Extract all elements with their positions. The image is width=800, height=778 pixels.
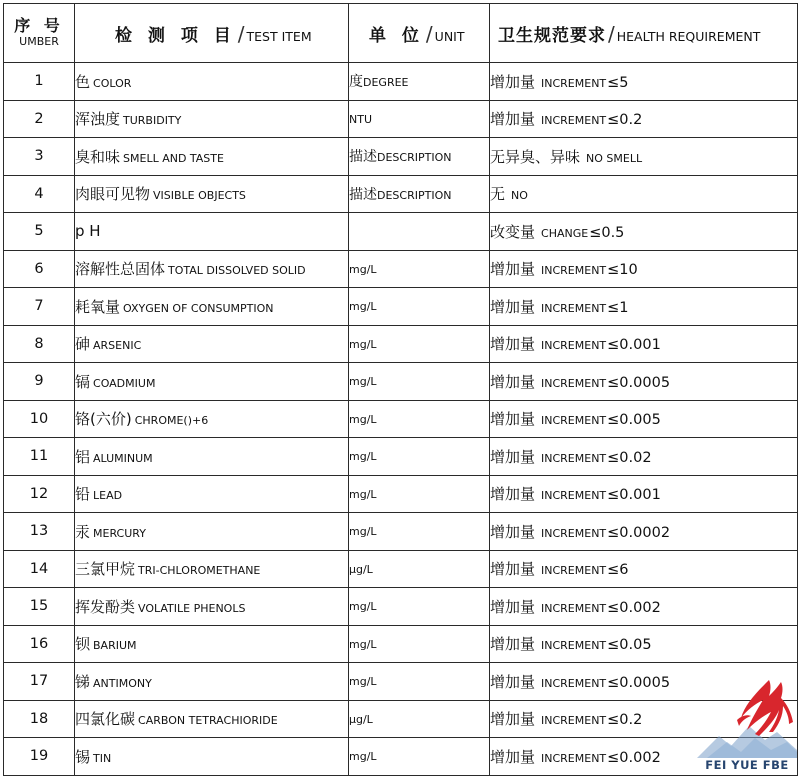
test-item-en: CARBON TETRACHIORIDE: [138, 714, 278, 728]
row-number-value: 19: [29, 748, 49, 765]
test-item-zh: 三氯甲烷: [75, 560, 136, 579]
requirement-zh: 增加量: [490, 335, 536, 354]
unit-cell: [349, 700, 490, 738]
requirement-en: INCREMENT: [541, 601, 607, 615]
requirement-cell: [490, 475, 798, 513]
table-row: [4, 475, 798, 513]
row-number-value: 18: [29, 710, 49, 727]
test-item-zh: 镉: [75, 372, 91, 391]
row-number: [4, 100, 75, 138]
row-number: [4, 475, 75, 513]
requirement-zh: 增加量: [490, 485, 536, 504]
requirement-en: INCREMENT: [541, 526, 607, 540]
requirement-en: INCREMENT: [541, 339, 607, 353]
requirement-limit: ≤1: [607, 299, 629, 316]
requirement-limit: ≤0.005: [607, 412, 661, 429]
row-number-value: 7: [34, 298, 44, 315]
brand-logo: [697, 676, 797, 774]
requirement-en: INCREMENT: [541, 76, 607, 90]
test-item-cell: [75, 363, 349, 401]
test-item-zh: 四氯化碳: [75, 710, 136, 729]
requirement-limit: ≤0.02: [607, 449, 652, 466]
table-row: [4, 325, 798, 363]
test-item-cell: [75, 325, 349, 363]
row-number-value: 16: [29, 635, 49, 652]
unit-cell: [349, 250, 490, 288]
header-requirement-en: HEALTH REQUIREMENT: [616, 28, 761, 44]
test-item-cell: [75, 700, 349, 738]
requirement-zh: 增加量: [490, 635, 536, 654]
unit-cell: [349, 588, 490, 626]
row-number: [4, 550, 75, 588]
unit-cell: [349, 363, 490, 401]
unit-en: mg/L: [349, 525, 377, 539]
test-item-cell: [75, 738, 349, 776]
requirement-en: INCREMENT: [541, 114, 607, 128]
unit-cell: [349, 550, 490, 588]
test-item-en: TIN: [93, 751, 112, 765]
test-item-cell: [75, 213, 349, 251]
table-row: [4, 63, 798, 101]
unit-cell: [349, 663, 490, 701]
requirement-cell: [490, 138, 798, 176]
table-row: [4, 288, 798, 326]
test-item-cell: [75, 288, 349, 326]
test-item-zh: 锑: [75, 672, 91, 691]
table-row: [4, 438, 798, 476]
requirement-en: INCREMENT: [541, 564, 607, 578]
requirement-limit: ≤0.0005: [607, 374, 671, 391]
table-body: [4, 63, 798, 776]
requirement-limit: ≤0.001: [607, 487, 661, 504]
unit-en: mg/L: [349, 337, 377, 351]
test-item-zh: 汞: [75, 522, 91, 541]
requirement-cell: [490, 63, 798, 101]
requirement-cell: [490, 363, 798, 401]
row-number-value: 1: [34, 73, 44, 90]
requirement-en: INCREMENT: [541, 751, 607, 765]
test-item-en: TRI-CHLOROMETHANE: [138, 564, 261, 578]
row-number: [4, 738, 75, 776]
requirement-limit: ≤6: [607, 562, 629, 579]
table-row: [4, 175, 798, 213]
header-separator: /: [608, 21, 615, 46]
requirement-en: NO: [511, 189, 528, 203]
row-number-value: 13: [29, 523, 49, 540]
requirement-zh: 增加量: [490, 110, 536, 129]
row-number-value: 14: [29, 560, 49, 577]
header-health-requirement: [490, 4, 798, 63]
test-item-zh: 挥发酚类: [75, 597, 136, 616]
row-number-value: 6: [34, 260, 44, 277]
row-number-value: 11: [29, 448, 49, 465]
requirement-zh: 增加量: [490, 747, 536, 766]
row-number: [4, 625, 75, 663]
row-number-value: 12: [29, 485, 49, 502]
requirement-en: INCREMENT: [541, 639, 607, 653]
header-number-zh: 序 号: [14, 16, 64, 36]
unit-en: mg/L: [349, 487, 377, 501]
unit-cell: [349, 513, 490, 551]
requirement-cell: [490, 513, 798, 551]
requirement-limit: ≤0.0002: [607, 524, 671, 541]
unit-zh: 描述: [349, 186, 377, 203]
unit-cell: [349, 400, 490, 438]
unit-en: μg/L: [349, 562, 373, 576]
requirement-limit: ≤0.001: [607, 337, 661, 354]
requirement-zh: 无: [490, 185, 506, 204]
unit-en: DESCRIPTION: [377, 188, 452, 202]
requirement-cell: [490, 288, 798, 326]
test-item-en: COADMIUM: [93, 376, 156, 390]
row-number: [4, 513, 75, 551]
row-number: [4, 663, 75, 701]
unit-cell: [349, 325, 490, 363]
test-item-en: LEAD: [93, 489, 123, 503]
unit-zh: 度: [349, 74, 363, 91]
unit-cell: [349, 138, 490, 176]
unit-cell: [349, 288, 490, 326]
health-requirement-table: [3, 3, 798, 776]
test-item-zh: 铬(六价): [75, 410, 132, 429]
requirement-zh: 无异臭、异味: [490, 147, 581, 166]
unit-zh: 描述: [349, 149, 377, 166]
test-item-zh: p H: [75, 222, 101, 241]
requirement-cell: [490, 325, 798, 363]
unit-en: mg/L: [349, 750, 377, 764]
table-row: [4, 138, 798, 176]
requirement-zh: 增加量: [490, 597, 536, 616]
requirement-en: INCREMENT: [541, 714, 607, 728]
test-item-cell: [75, 550, 349, 588]
row-number: [4, 250, 75, 288]
row-number: [4, 700, 75, 738]
unit-en: mg/L: [349, 412, 377, 426]
test-item-en: ANTIMONY: [93, 676, 152, 690]
row-number: [4, 213, 75, 251]
brand-logo-text: FEI YUE FBE: [705, 758, 789, 772]
requirement-limit: ≤0.2: [607, 712, 643, 729]
row-number-value: 4: [34, 185, 44, 202]
test-item-en: VOLATILE PHENOLS: [138, 601, 246, 615]
test-item-cell: [75, 100, 349, 138]
unit-cell: [349, 738, 490, 776]
header-requirement-zh: 卫生规范要求: [498, 25, 606, 46]
requirement-cell: [490, 213, 798, 251]
header-number: [4, 4, 75, 63]
requirement-cell: [490, 250, 798, 288]
row-number: [4, 588, 75, 626]
test-item-en: TOTAL DISSOLVED SOLID: [168, 264, 306, 278]
requirement-zh: 增加量: [490, 410, 536, 429]
unit-cell: [349, 625, 490, 663]
unit-en: DEGREE: [363, 76, 409, 90]
test-item-en: COLOR: [93, 76, 132, 90]
test-item-cell: [75, 63, 349, 101]
row-number-value: 9: [34, 373, 44, 390]
table-header-row: [4, 4, 798, 63]
requirement-en: INCREMENT: [541, 414, 607, 428]
row-number-value: 17: [29, 673, 49, 690]
requirement-zh: 增加量: [490, 372, 536, 391]
test-item-zh: 铅: [75, 485, 91, 504]
test-item-zh: 耗氧量: [75, 297, 121, 316]
test-item-cell: [75, 663, 349, 701]
table-row: [4, 400, 798, 438]
test-item-zh: 钡: [75, 635, 91, 654]
unit-cell: [349, 175, 490, 213]
row-number-value: 8: [34, 335, 44, 352]
requirement-limit: ≤0.0005: [607, 674, 671, 691]
requirement-limit: ≤0.05: [607, 637, 652, 654]
test-item-cell: [75, 438, 349, 476]
test-item-zh: 铝: [75, 447, 91, 466]
table-row: [4, 625, 798, 663]
requirement-en: INCREMENT: [541, 264, 607, 278]
row-number: [4, 63, 75, 101]
requirement-cell: [490, 175, 798, 213]
requirement-zh: 增加量: [490, 710, 536, 729]
test-item-cell: [75, 138, 349, 176]
row-number-value: 5: [34, 223, 44, 240]
test-item-en: TURBIDITY: [123, 114, 182, 128]
test-item-cell: [75, 400, 349, 438]
requirement-en: INCREMENT: [541, 451, 607, 465]
requirement-en: INCREMENT: [541, 376, 607, 390]
row-number-value: 3: [34, 148, 44, 165]
test-item-en: ARSENIC: [93, 339, 142, 353]
row-number-value: 15: [29, 598, 49, 615]
requirement-limit: ≤0.002: [607, 599, 661, 616]
requirement-zh: 增加量: [490, 72, 536, 91]
unit-en: mg/L: [349, 675, 377, 689]
row-number: [4, 175, 75, 213]
requirement-limit: ≤0.002: [607, 749, 661, 766]
test-item-cell: [75, 513, 349, 551]
test-item-en: BARIUM: [93, 639, 137, 653]
requirement-cell: [490, 100, 798, 138]
test-item-cell: [75, 588, 349, 626]
row-number: [4, 138, 75, 176]
requirement-limit: ≤10: [607, 262, 638, 279]
unit-en: mg/L: [349, 600, 377, 614]
unit-cell: [349, 100, 490, 138]
row-number-value: 10: [29, 410, 49, 427]
header-test-item-en: TEST ITEM: [246, 28, 312, 44]
header-unit-zh: 单 位: [369, 25, 424, 46]
test-item-zh: 臭和味: [75, 147, 121, 166]
row-number: [4, 363, 75, 401]
test-item-zh: 色: [75, 72, 91, 91]
requirement-cell: [490, 400, 798, 438]
unit-en: mg/L: [349, 375, 377, 389]
requirement-cell: [490, 438, 798, 476]
requirement-cell: [490, 550, 798, 588]
table-row: [4, 663, 798, 701]
test-item-en: OXYGEN OF CONSUMPTION: [123, 301, 274, 315]
requirement-en: INCREMENT: [541, 301, 607, 315]
requirement-zh: 增加量: [490, 260, 536, 279]
requirement-limit: ≤5: [607, 74, 629, 91]
table-row: [4, 363, 798, 401]
unit-en: mg/L: [349, 450, 377, 464]
test-item-en: ALUMINUM: [93, 451, 153, 465]
row-number: [4, 325, 75, 363]
header-separator: /: [237, 21, 245, 46]
test-item-cell: [75, 175, 349, 213]
unit-en: μg/L: [349, 712, 373, 726]
header-number-en: UMBER: [19, 34, 59, 48]
requirement-zh: 增加量: [490, 447, 536, 466]
requirement-cell: [490, 588, 798, 626]
requirement-zh: 增加量: [490, 522, 536, 541]
unit-cell: [349, 438, 490, 476]
test-item-zh: 砷: [75, 335, 91, 354]
unit-en: mg/L: [349, 300, 377, 314]
requirement-zh: 增加量: [490, 672, 536, 691]
header-test-item: [75, 4, 349, 63]
test-item-cell: [75, 625, 349, 663]
requirement-en: INCREMENT: [541, 676, 607, 690]
requirement-zh: 增加量: [490, 297, 536, 316]
row-number: [4, 438, 75, 476]
header-unit-en: UNIT: [434, 28, 465, 44]
test-item-zh: 浑浊度: [75, 110, 121, 129]
test-item-zh: 锡: [75, 747, 91, 766]
unit-en: mg/L: [349, 262, 377, 276]
header-separator: /: [425, 21, 433, 46]
table-row: [4, 738, 798, 776]
test-item-en: SMELL AND TASTE: [123, 151, 224, 165]
table-row: [4, 550, 798, 588]
test-item-zh: 溶解性总固体: [75, 260, 166, 279]
table-row: [4, 700, 798, 738]
unit-cell: [349, 213, 490, 251]
requirement-en: NO SMELL: [586, 151, 643, 165]
test-item-zh: 肉眼可见物: [75, 185, 151, 204]
table-row: [4, 100, 798, 138]
header-test-item-zh: 检 测 项 目: [115, 25, 236, 46]
test-item-en: CHROME()+6: [134, 414, 209, 428]
requirement-zh: 增加量: [490, 560, 536, 579]
requirement-zh: 改变量: [490, 222, 536, 241]
requirement-en: INCREMENT: [541, 489, 607, 503]
row-number-value: 2: [34, 110, 44, 127]
test-item-cell: [75, 250, 349, 288]
table-row: [4, 213, 798, 251]
test-item-en: MERCURY: [93, 526, 146, 540]
eagle-mountain-logo-icon: [697, 676, 797, 760]
unit-cell: [349, 63, 490, 101]
unit-en: mg/L: [349, 637, 377, 651]
header-unit: [349, 4, 490, 63]
row-number: [4, 288, 75, 326]
table-row: [4, 588, 798, 626]
row-number: [4, 400, 75, 438]
test-item-en: VISIBLE OBJECTS: [153, 189, 246, 203]
requirement-limit: ≤0.5: [589, 224, 625, 241]
requirement-en: CHANGE: [541, 226, 589, 240]
table-row: [4, 513, 798, 551]
requirement-limit: ≤0.2: [607, 112, 643, 129]
unit-en: NTU: [349, 112, 372, 126]
unit-en: DESCRIPTION: [377, 151, 452, 165]
test-item-cell: [75, 475, 349, 513]
table-row: [4, 250, 798, 288]
unit-cell: [349, 475, 490, 513]
requirement-cell: [490, 625, 798, 663]
